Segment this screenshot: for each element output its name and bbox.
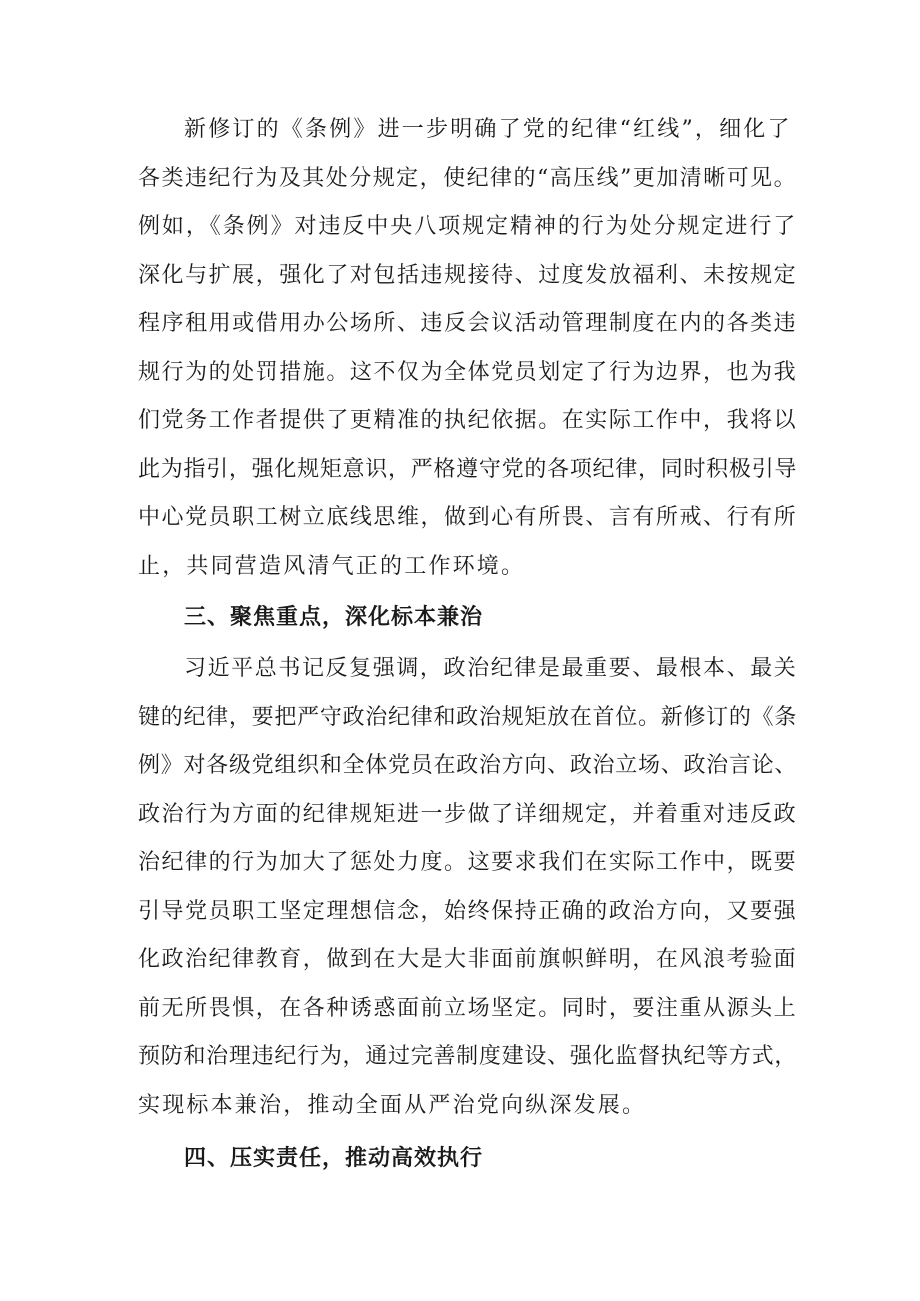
paragraph-line: 例》对各级党组织和全体党员在政治方向、政治立场、政治言论、 <box>138 753 798 778</box>
paragraph-line: 们党务工作者提供了更精准的执纪依据。在实际工作中，我将以 <box>138 408 798 433</box>
paragraph-line: 政治行为方面的纪律规矩进一步做了详细规定，并着重对违反政 <box>138 801 798 827</box>
paragraph-line: 治纪律的行为加大了惩处力度。这要求我们在实际工作中，既要 <box>138 850 798 875</box>
paragraph-line: 止，共同营造风清气正的工作环境。 <box>138 553 526 579</box>
paragraph-line: 深化与扩展，强化了对包括违规接待、过度发放福利、未按规定 <box>138 262 798 288</box>
paragraph-line: 新修订的《条例》进一步明确了党的纪律“红线”，细化了 <box>184 117 792 142</box>
paragraph-line: 习近平总书记反复强调，政治纪律是最重要、最根本、最关 <box>184 656 798 681</box>
paragraph-line: 中心党员职工树立底线思维，做到心有所畏、言有所戒、行有所 <box>138 505 798 530</box>
paragraph-discipline-red-line <box>138 106 800 591</box>
paragraph-line: 例如，《条例》对违反中央八项规定精神的行为处分规定进行了 <box>138 214 798 239</box>
paragraph-line: 规行为的处罚措施。这不仅为全体党员划定了行为边界，也为我 <box>138 359 798 385</box>
document-body <box>138 106 800 1184</box>
section-heading-3: 三、聚焦重点，深化标本兼治 <box>184 605 484 630</box>
paragraph-line: 前无所畏惧，在各种诱惑面前立场坚定。同时，要注重从源头上 <box>138 995 798 1021</box>
paragraph-line: 程序租用或借用办公场所、违反会议活动管理制度在内的各类违 <box>138 311 798 336</box>
paragraph-line: 化政治纪律教育，做到在大是大非面前旗帜鲜明，在风浪考验面 <box>138 947 798 972</box>
paragraph-line: 此为指引，强化规矩意识，严格遵守党的各项纪律，同时积极引导 <box>138 456 798 482</box>
paragraph-line: 引导党员职工坚定理想信念，始终保持正确的政治方向，又要强 <box>138 898 798 924</box>
section-heading-4: 四、压实责任，推动高效执行 <box>184 1146 484 1171</box>
paragraph-line: 实现标本兼治，推动全面从严治党向纵深发展。 <box>138 1092 647 1118</box>
paragraph-line: 各类违纪行为及其处分规定，使纪律的“高压线”更加清晰可见。 <box>138 165 798 191</box>
paragraph-line: 键的纪律，要把严守政治纪律和政治规矩放在首位。新修订的《条 <box>138 704 798 730</box>
paragraph-line: 预防和治理违纪行为，通过完善制度建设、强化监督执纪等方式， <box>138 1044 798 1069</box>
paragraph-political-discipline <box>138 645 800 1130</box>
